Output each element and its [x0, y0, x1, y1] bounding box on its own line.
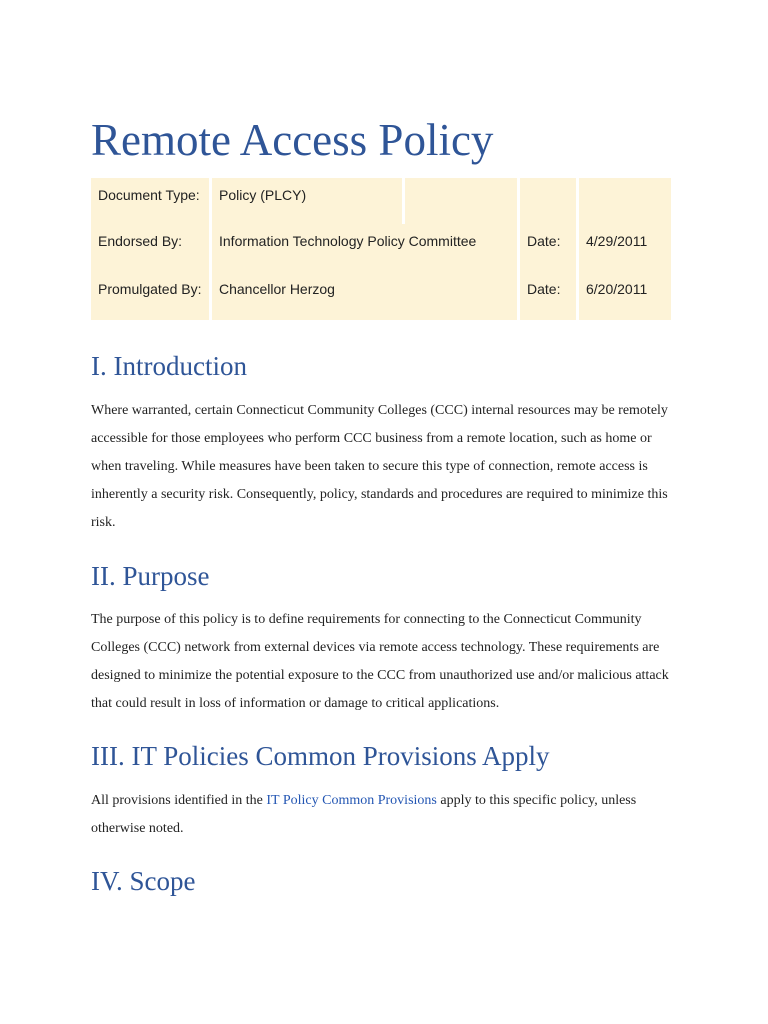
endorsed-date-label: Date:	[520, 224, 576, 272]
it-policy-common-provisions-link[interactable]: IT Policy Common Provisions	[266, 793, 437, 808]
meta-empty-cell	[405, 178, 517, 224]
meta-empty-cell	[579, 178, 671, 224]
scope-heading: IV. Scope	[91, 866, 196, 896]
common-provisions-heading: III. IT Policies Common Provisions Apply	[91, 741, 550, 771]
introduction-text: Where warranted, certain Connecticut Community Colleges (CCC) internal resources may be remotely accessible for those employees who perform CCC business from a remote location, such as home or when traveling. While measures have been taken to secure this type of connection, remote access is inherently a security risk. Consequently, policy, standards and procedures are required to minimize this risk.	[91, 403, 668, 530]
endorsed-by-value: Information Technology Policy Committee	[212, 224, 517, 272]
promulgated-by-label: Promulgated By:	[91, 272, 209, 320]
purpose-text: The purpose of this policy is to define requirements for connecting to the Connecticut Community Colleges (CCC) network from external devices via remote access technology. These requirements are designed to minimize the potential exposure to the CCC from unauthorized use and/or malicious attack that could result in loss of information or damage to critical applications.	[91, 612, 669, 711]
purpose-heading: II. Purpose	[91, 561, 210, 591]
document-type-label: Document Type:	[91, 178, 209, 224]
endorsed-date-value: 4/29/2011	[579, 224, 671, 272]
promulgated-by-value: Chancellor Herzog	[212, 272, 517, 320]
promulgated-date-value: 6/20/2011	[579, 272, 671, 320]
document-metadata-table	[88, 178, 674, 320]
meta-row-promulgated-by	[91, 272, 671, 320]
endorsed-by-label: Endorsed By:	[91, 224, 209, 272]
meta-row-endorsed-by	[91, 224, 671, 272]
common-provisions-text-after: apply to this specific policy, unless otherwise noted.	[91, 793, 637, 836]
common-provisions-text	[91, 787, 683, 843]
meta-empty-cell	[520, 178, 576, 224]
common-provisions-text-before: All provisions identified in the	[91, 793, 267, 808]
introduction-heading: I. Introduction	[91, 351, 247, 381]
promulgated-date-label: Date:	[520, 272, 576, 320]
meta-row-document-type	[91, 178, 671, 224]
document-type-value: Policy (PLCY)	[212, 178, 402, 224]
page-title: Remote Access Policy	[91, 115, 494, 165]
